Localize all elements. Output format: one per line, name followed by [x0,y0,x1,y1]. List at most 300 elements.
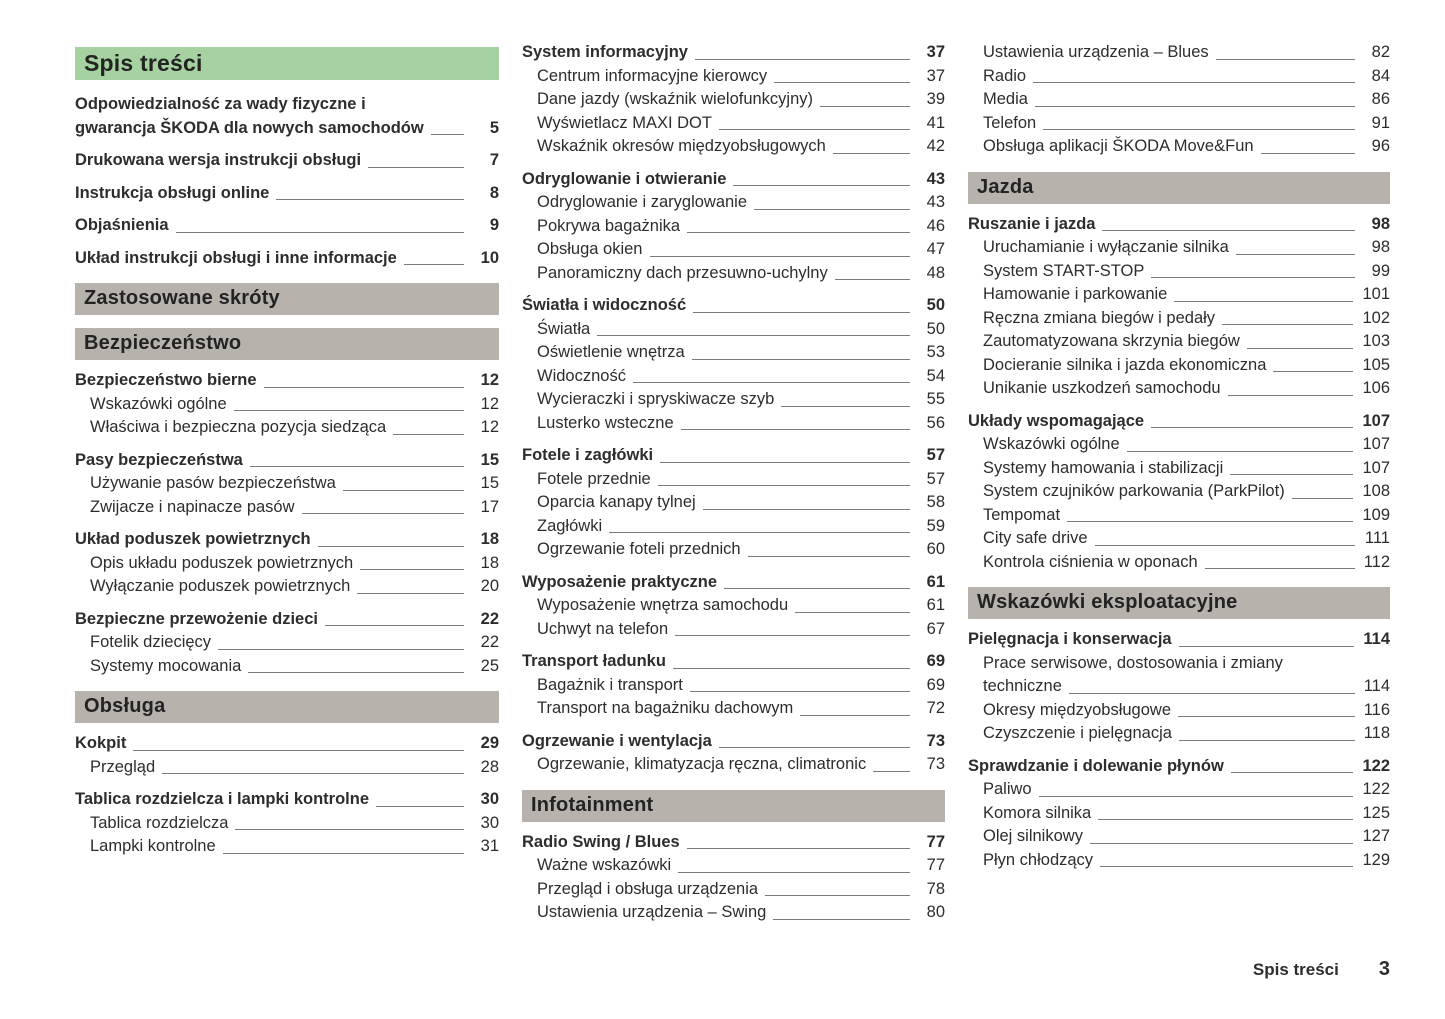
toc-entry-label: Światła [537,319,591,338]
toc-page-number: 18 [480,530,499,548]
toc-entry-label: Ręczna zmiana biegów i pedały [983,308,1216,327]
toc-leader-line [678,872,910,873]
toc-column-middle [522,41,945,934]
toc-entry-label: Widoczność [537,366,626,385]
toc-leader-line [690,691,910,692]
toc-leader-line [218,649,464,650]
toc-entry [968,213,1390,237]
toc-leader-line [1098,819,1353,820]
toc-entry-label: Fotele przednie [537,469,651,488]
toc-page-number: 28 [480,757,499,776]
toc-leader-line [1035,106,1355,107]
toc-leader-line [1230,474,1353,475]
toc-leader-line [343,490,464,491]
toc-leader-line [1247,348,1354,349]
toc-entry-label: Telefon [983,113,1037,132]
toc-entry [968,699,1390,723]
toc-entry [968,457,1390,481]
toc-entry-label: Radio [983,66,1027,85]
toc-entry [75,608,499,632]
toc-entry [968,527,1390,551]
toc-leader-line [1292,498,1354,499]
toc-entry [75,812,499,836]
toc-entry-label: Olej silnikowy [983,827,1083,845]
toc-leader-line [693,312,910,313]
toc-entry [968,307,1390,331]
toc-entry [968,377,1390,401]
toc-entry-label: Przegląd i obsługa urządzenia [537,879,759,898]
toc-entry [968,410,1390,434]
toc-leader-line [235,829,464,830]
toc-entry [522,753,945,777]
toc-entry [968,260,1390,284]
toc-entry-label: Wyświetlacz MAXI DOT [537,113,712,132]
toc-entry-label: Objaśnienia [75,216,169,234]
toc-leader-line [1069,693,1355,694]
toc-entry-label: Instrukcja obsługi online [75,183,270,202]
toc-leader-line [1043,129,1355,130]
toc-leader-line [393,434,464,435]
toc-entry-label: Uchwyt na telefon [537,619,669,638]
toc-entry-label: Odryglowanie i otwieranie [522,169,727,188]
toc-page-number: 15 [480,474,499,492]
toc-entry-label: gwarancja ŠKODA dla nowych samochodów [75,118,424,137]
toc-entry [968,112,1390,136]
toc-page-number: 108 [1362,482,1390,500]
toc-entry [968,849,1390,873]
toc-entry-label: City safe drive [983,529,1088,547]
toc-entry-label: Unikanie uszkodzeń samochodu [983,379,1221,397]
toc-entry [968,722,1390,746]
toc-leader-line [609,532,910,533]
toc-entry [522,650,945,674]
toc-entry-label: Ruszanie i jazda [968,214,1096,233]
toc-column-right [968,41,1390,881]
toc-group [522,444,945,562]
toc-page-number: 98 [1371,238,1390,256]
toc-page-number: 61 [926,572,945,591]
toc-entry [75,835,499,859]
toc-group [75,788,499,859]
toc-leader-line [1067,521,1353,522]
toc-entry [968,88,1390,112]
toc-leader-line [650,256,911,257]
toc-group [968,755,1390,873]
toc-entry [522,515,945,539]
toc-entry-label: Wyposażenie praktyczne [522,572,718,591]
footer-page-number: 3 [1378,958,1390,980]
toc-page-number: 114 [1363,630,1390,648]
toc-leader-line [234,410,464,411]
toc-page-number: 59 [926,516,945,535]
toc-leader-line [658,485,910,486]
toc-leader-line [724,588,910,589]
toc-page-number: 25 [480,656,499,675]
toc-entry-label: Ustawienia urządzenia – Swing [537,903,767,921]
toc-page-number: 50 [926,319,945,338]
toc-page-number: 84 [1371,66,1390,85]
toc-leader-line [835,279,910,280]
toc-leader-line [325,625,464,626]
toc-leader-line [360,569,464,570]
toc-leader-line [1039,796,1354,797]
toc-entry [968,628,1390,652]
toc-page-number: 17 [480,497,499,516]
toc-group [75,182,499,206]
toc-page-number: 9 [489,216,499,234]
toc-group [522,41,945,159]
toc-leader-line [357,593,464,594]
toc-leader-line [597,335,910,336]
toc-entry [75,393,499,417]
toc-entry-label: Sprawdzanie i dolewanie płynów [968,756,1224,775]
toc-entry [522,215,945,239]
toc-page-number: 103 [1362,332,1390,350]
toc-page-number: 37 [926,66,945,85]
toc-entry [522,854,945,878]
toc-leader-line [781,406,910,407]
toc-page-number: 102 [1362,308,1390,327]
toc-entry [522,135,945,159]
toc-group [75,369,499,440]
toc-entry [75,756,499,780]
toc-page-number: 18 [480,553,499,572]
toc-page-number: 20 [480,577,499,595]
toc-entry [522,294,945,318]
toc-entry [75,528,499,552]
toc-entry [522,491,945,515]
toc-entry [522,412,945,436]
toc-page-number: 107 [1362,411,1390,430]
toc-entry [968,504,1390,528]
toc-entry-label: Obsługa aplikacji ŠKODA Move&Fun [983,137,1254,155]
toc-page-number: 57 [926,446,945,464]
toc-page-number: 69 [926,652,945,670]
toc-entry [968,65,1390,89]
toc-entry-label: Odryglowanie i zaryglowanie [537,193,748,211]
toc-leader-line [376,806,464,807]
toc-entry-label: Wyposażenie wnętrza samochodu [537,596,789,614]
toc-entry-wrap-line: Odpowiedzialność za wady fizyczne i [75,95,366,113]
toc-leader-line [719,747,910,748]
toc-entry-label: Tablica rozdzielcza i lampki kontrolne [75,790,370,808]
toc-entry [968,330,1390,354]
toc-entry-label: Transport na bagażniku dachowym [537,699,794,717]
toc-entry [522,594,945,618]
toc-page-number: 80 [926,903,945,921]
toc-entry-label: Obsługa okien [537,240,643,258]
toc-entry-label: Centrum informacyjne kierowcy [537,66,768,85]
toc-entry [522,538,945,562]
toc-leader-line [1033,82,1355,83]
toc-entry [75,631,499,655]
toc-entry [968,283,1390,307]
toc-entry-label: Transport ładunku [522,652,666,670]
toc-page-number: 91 [1371,113,1390,132]
toc-page-number: 99 [1371,261,1390,280]
toc-entry [75,214,499,238]
toc-entry [968,778,1390,802]
toc-entry-label: Fotelik dziecięcy [90,633,212,651]
toc-leader-line [1090,843,1354,844]
toc-entry [522,191,945,215]
toc-page-number: 8 [489,183,499,202]
toc-page-number: 56 [926,413,945,432]
toc-entry-label: Układy wspomagające [968,411,1145,430]
toc-page-number: 60 [926,540,945,558]
toc-entry [522,901,945,925]
toc-leader-line [673,668,910,669]
toc-entry-label: Kontrola ciśnienia w oponach [983,552,1198,571]
toc-leader-line [820,106,910,107]
toc-entry [522,674,945,698]
toc-leader-line [681,429,910,430]
toc-entry-label: Czyszczenie i pielęgnacja [983,724,1172,742]
toc-entry-label: Światła i widoczność [522,296,687,314]
toc-page-number: 48 [926,263,945,282]
toc-entry-label: Pokrywa bagażnika [537,216,681,235]
toc-page-number: 77 [926,856,945,874]
toc-entry [968,236,1390,260]
toc-page-number: 43 [926,169,945,188]
toc-page-number: 12 [480,394,499,413]
toc-page-number: 30 [480,813,499,832]
toc-page-number: 55 [926,390,945,408]
toc-page-number: 43 [926,193,945,211]
toc-page-number: 57 [926,469,945,488]
toc-leader-line [1178,716,1355,717]
toc-entry [75,496,499,520]
toc-leader-line [250,466,464,467]
toc-entry-label: Lusterko wsteczne [537,413,674,432]
section-header: Wskazówki eksploatacyjne [968,587,1390,619]
toc-entry-label: Uruchamianie i wyłączanie silnika [983,238,1229,256]
toc-page-number: 127 [1362,827,1390,845]
toc-page-number: 77 [926,832,945,851]
toc-group [75,93,499,140]
toc-leader-line [1174,301,1353,302]
toc-entry-label: Bagażnik i transport [537,675,683,694]
toc-entry [522,831,945,855]
toc-group [522,650,945,721]
toc-page-number: 53 [926,343,945,361]
toc-leader-line [1100,866,1353,867]
toc-entry-label: Zwijacze i napinacze pasów [90,497,295,516]
toc-page-number: 37 [926,43,945,61]
toc-entry-label: techniczne [983,677,1062,695]
toc-entry-label: Przegląd [90,757,156,776]
toc-entry-label: Media [983,90,1028,108]
toc-leader-line [1102,230,1355,231]
toc-page-number: 61 [926,596,945,614]
toc-leader-line [1216,59,1355,60]
section-header: Infotainment [522,790,945,822]
toc-leader-line [660,462,910,463]
toc-group [75,149,499,173]
toc-leader-line [719,129,910,130]
toc-entry-label: Pasy bezpieczeństwa [75,450,243,469]
toc-page-number: 30 [480,790,499,808]
toc-entry-label: Bezpieczne przewożenie dzieci [75,609,318,628]
toc-page-number: 107 [1362,435,1390,453]
toc-leader-line [223,853,464,854]
toc-group [75,247,499,271]
toc-group [522,831,945,925]
toc-entry [522,88,945,112]
toc-entry-label: System START-STOP [983,261,1145,280]
toc-entry [75,552,499,576]
toc-entry [522,444,945,468]
toc-page-number: 22 [480,609,499,628]
toc-entry [968,675,1390,699]
toc-page-number: 122 [1362,780,1390,798]
toc-page-number: 105 [1362,355,1390,374]
toc-page-number: 129 [1362,850,1390,869]
toc-entry-label: Ogrzewanie i wentylacja [522,731,712,750]
toc-page-number: 111 [1364,529,1390,547]
toc-page-number: 10 [480,248,499,267]
toc-page-number: 72 [926,699,945,717]
toc-group [968,41,1390,159]
toc-page-number: 96 [1371,137,1390,155]
toc-group [522,168,945,286]
toc-page-number: 73 [926,731,945,750]
toc-leader-line [1261,153,1355,154]
toc-group [75,449,499,520]
toc-entry [968,825,1390,849]
toc-entry [522,618,945,642]
toc-entry-label: Paliwo [983,780,1032,798]
toc-page-number: 15 [480,450,499,469]
toc-entry-label: System czujników parkowania (ParkPilot) [983,482,1285,500]
toc-group [968,410,1390,575]
toc-entry [522,878,945,902]
toc-entry [968,41,1390,65]
toc-group [75,608,499,679]
toc-entry-label: Oświetlenie wnętrza [537,343,685,361]
toc-leader-line [276,199,464,200]
toc-entry-label: Tablica rozdzielcza [90,813,229,832]
toc-entry-label: System informacyjny [522,43,688,61]
toc-entry [75,182,499,206]
toc-leader-line [633,382,910,383]
toc-entry [968,480,1390,504]
toc-entry [522,318,945,342]
toc-entry-label: Docieranie silnika i jazda ekonomiczna [983,355,1267,374]
toc-leader-line [692,359,910,360]
toc-entry-label: Wskazówki ogólne [90,394,227,413]
toc-entry-label: Drukowana wersja instrukcji obsługi [75,151,362,169]
toc-entry-label: Układ poduszek powietrznych [75,530,311,548]
toc-leader-line [1205,568,1355,569]
toc-entry-label: Zagłówki [537,516,603,535]
toc-entry-label: Wskazówki ogólne [983,435,1120,453]
toc-page-number: 98 [1371,214,1390,233]
toc-page-number: 112 [1363,552,1390,571]
toc-page-number: 82 [1371,43,1390,61]
toc-page-number: 39 [926,90,945,108]
toc-leader-line [733,185,910,186]
toc-leader-line [695,59,910,60]
toc-entry [522,365,945,389]
toc-page-number: 107 [1362,458,1390,477]
toc-entry [968,135,1390,159]
toc-entry [522,571,945,595]
toc-entry-label: Używanie pasów bezpieczeństwa [90,474,336,492]
toc-page-number: 86 [1371,90,1390,108]
toc-leader-line [795,612,910,613]
toc-leader-line [1179,646,1355,647]
toc-leader-line [1236,254,1355,255]
toc-group [968,628,1390,746]
toc-column-left [75,47,499,868]
toc-leader-line [765,895,910,896]
toc-page-number: 116 [1363,700,1390,719]
toc-entry [968,755,1390,779]
toc-leader-line [248,672,464,673]
footer-chapter-label: Spis treści [1252,960,1339,979]
toc-page-number: 29 [480,734,499,752]
toc-entry [522,730,945,754]
toc-leader-line [773,919,910,920]
toc-leader-line [1231,772,1354,773]
section-header: Bezpieczeństwo [75,328,499,360]
toc-entry-label: Wycieraczki i spryskiwacze szyb [537,390,775,408]
toc-entry-label: Systemy hamowania i stabilizacji [983,458,1224,477]
toc-leader-line [176,232,464,233]
toc-leader-line [1222,324,1353,325]
toc-entry [522,341,945,365]
toc-leader-line [774,82,910,83]
toc-entry [75,416,499,440]
toc-entry-label: Wskaźnik okresów międzyobsługowych [537,137,826,155]
toc-entry-label: Tempomat [983,505,1061,524]
toc-leader-line [133,750,464,751]
toc-entry [75,247,499,271]
toc-entry-label: Ogrzewanie, klimatyzacja ręczna, climatronic [537,755,867,773]
section-header: Zastosowane skróty [75,283,499,315]
toc-entry [968,354,1390,378]
toc-group [75,214,499,238]
toc-page-number: 125 [1362,803,1390,822]
toc-leader-line [264,387,464,388]
toc-group [75,528,499,599]
toc-leader-line [754,209,910,210]
toc-entry [75,575,499,599]
toc-group [522,730,945,777]
toc-leader-line [302,513,464,514]
toc-entry-label: Płyn chłodzący [983,850,1094,869]
toc-entry-label: Radio Swing / Blues [522,832,680,851]
toc-leader-line [1228,395,1354,396]
toc-leader-line [833,153,910,154]
toc-leader-line [1095,545,1355,546]
toc-entry [522,41,945,65]
toc-group [522,294,945,435]
toc-entry [522,468,945,492]
toc-entry [968,433,1390,457]
toc-group [522,571,945,642]
toc-entry [75,788,499,812]
toc-entry [75,369,499,393]
toc-page-number: 58 [926,493,945,511]
section-header: Jazda [968,172,1390,204]
toc-leader-line [675,635,910,636]
toc-page-number: 106 [1362,379,1390,397]
toc-entry-label: Wyłączanie poduszek powietrznych [90,577,351,595]
toc-entry-label: Układ instrukcji obsługi i inne informacje [75,248,397,267]
toc-entry [522,238,945,262]
